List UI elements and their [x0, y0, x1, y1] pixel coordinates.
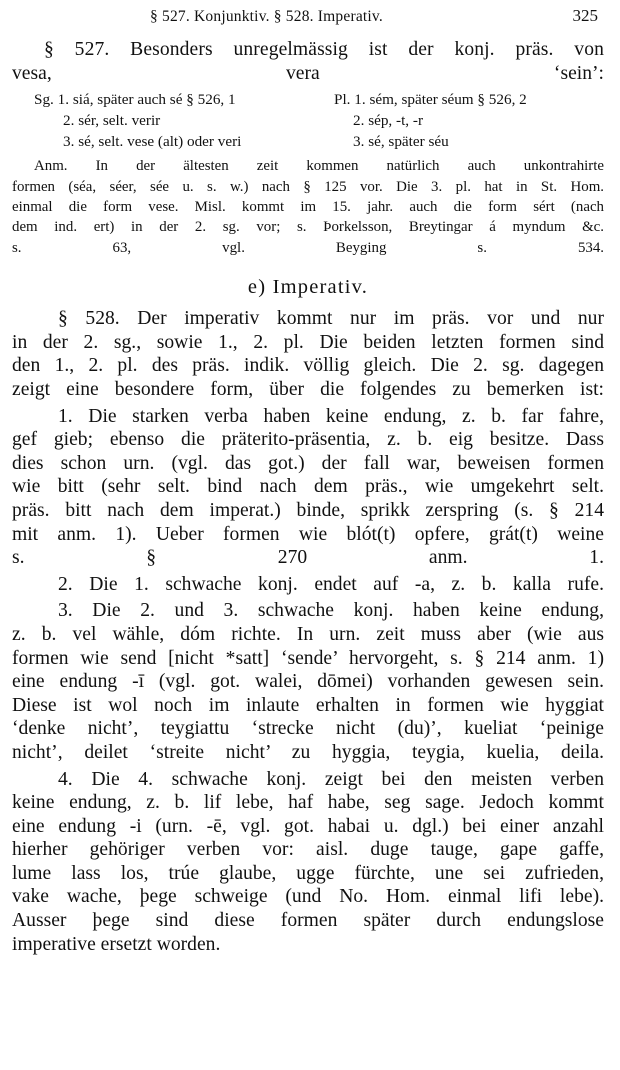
text-line: § 528. Der imperativ kommt nur im präs. vor und nur — [58, 308, 604, 330]
table-cell: 2. sér, selt. verir — [63, 112, 161, 130]
text-line: Ausser þege sind diese formen später durch endungslose — [12, 910, 604, 932]
page-number: 325 — [572, 6, 598, 25]
table-cell: Sg. 1. siá, später auch sé § 526, 1 — [34, 91, 236, 109]
text-line: 4. Die 4. schwache konj. zeigt bei den meisten verben — [58, 768, 604, 790]
paragraph-2 — [12, 573, 604, 597]
running-header — [12, 6, 604, 32]
paragraph-4 — [12, 768, 604, 957]
text-line: keine endung, z. b. lif lebe, haf habe, seg sage. Jedoch kommt — [12, 792, 604, 814]
text-line: lume lass los, trúe glaube, ugge fürchte, une sei zufrieden, — [12, 862, 604, 884]
text-line: z. b. vel wähle, dóm richte. In urn. zeit muss aber (wie aus — [12, 623, 604, 645]
text-line: 2. Die 1. schwache konj. endet auf -a, z. b. kalla rufe. — [58, 573, 604, 595]
section-528-intro — [12, 307, 604, 401]
text-line: dies schon urn. (vgl. das got.) der fall war, beweisen formen — [12, 452, 604, 474]
text-line: eine endung -i (urn. -ē, vgl. got. habai u. dgl.) bei einer anzahl — [12, 815, 604, 837]
paragraph-1 — [12, 405, 604, 570]
text-line: eine endung -ī (vgl. got. walei, dōmei) vorhanden gewesen sein. — [12, 671, 604, 693]
text-line: gef gieb; ebenso die präterito-präsentia, z. b. eig besitze. Dass — [12, 429, 604, 451]
text-line: vake wache, þege schweige (und No. Hom. einmal lifi lebe). — [12, 886, 604, 908]
s527-line-1: § 527. Besonders unregelmässig ist der konj. präs. von — [44, 39, 604, 60]
text-line: präs. bitt nach dem imperat.) binde, sprikk zerspring (s. § 214 — [12, 499, 604, 521]
text-line: hierher gehöriger verben vor: aisl. duge tauge, gape gaffe, — [12, 839, 604, 861]
section-527-paragraph — [12, 38, 604, 85]
paragraph-3 — [12, 599, 604, 764]
text-line: nicht’, deilet ‘streite nicht’ zu hyggia, teygia, kuelia, deila. — [12, 741, 604, 763]
anmerkung-527 — [12, 156, 604, 258]
text-line: Diese ist wol noch im inlaute erhalten in formen wie hyggiat — [12, 694, 604, 716]
text-line: imperative ersetzt worden. — [12, 933, 221, 955]
text-line: 1. Die starken verba haben keine endung, z. b. far fahre, — [58, 405, 604, 427]
note-line: einmal die form vese. Misl. kommt im 15. jahr. auch die form sért (nach — [12, 199, 604, 215]
table-cell: 3. sé, später séu — [353, 133, 449, 151]
text-line: wie bitt (sehr selt. bind nach dem präs., wie umgekehrt selt. — [12, 476, 604, 498]
text-line: in der 2. sg., sowie 1., 2. pl. Die beiden letzten formen sind — [12, 331, 604, 353]
running-title: § 527. Konjunktiv. § 528. Imperativ. — [150, 8, 383, 25]
section-heading: e) Imperativ. — [247, 276, 369, 299]
note-line: formen (séa, séer, sée u. s. w.) nach § 125 vor. Die 3. pl. hat in St. Hom. — [12, 178, 604, 195]
text-line: 3. Die 2. und 3. schwache konj. haben keine endung, — [58, 600, 604, 622]
table-row — [12, 110, 604, 131]
s527-line-2: vesa, vera ‘sein’: — [12, 62, 604, 84]
text-line: ‘denke nicht’, teygiattu ‘strecke nicht (du)’, kueliat ‘peinige — [12, 718, 604, 740]
text-line: formen wie send [nicht *satt] ‘sende’ hervorgeht, s. § 214 anm. 1) — [12, 647, 604, 669]
table-row — [12, 89, 604, 110]
note-line: s. 63, vgl. Beyging s. 534. — [12, 239, 604, 256]
note-line: Anm. In der ältesten zeit kommen natürlich auch unkontrahirte — [34, 158, 604, 175]
text-line: s. § 270 anm. 1. — [12, 547, 604, 569]
conjugation-table — [12, 89, 604, 152]
table-cell: 2. sép, -t, -r — [353, 112, 424, 130]
table-cell: 3. sé, selt. vese (alt) oder veri — [63, 133, 242, 151]
text-line: mit anm. 1). Ueber formen wie blót(t) opfere, grát(t) weine — [12, 523, 604, 545]
note-line: dem ind. ert) in der 2. sg. vor; s. Þorkelsson, Breytingar á myndum &c. — [12, 219, 604, 236]
text-line: zeigt eine besondere form, über die folgendes zu bemerken ist: — [12, 379, 604, 400]
table-row — [12, 131, 604, 152]
text-line: den 1., 2. pl. des präs. indik. völlig gleich. Die 2. sg. dagegen — [12, 355, 604, 377]
table-cell: Pl. 1. sém, später séum § 526, 2 — [334, 91, 527, 109]
